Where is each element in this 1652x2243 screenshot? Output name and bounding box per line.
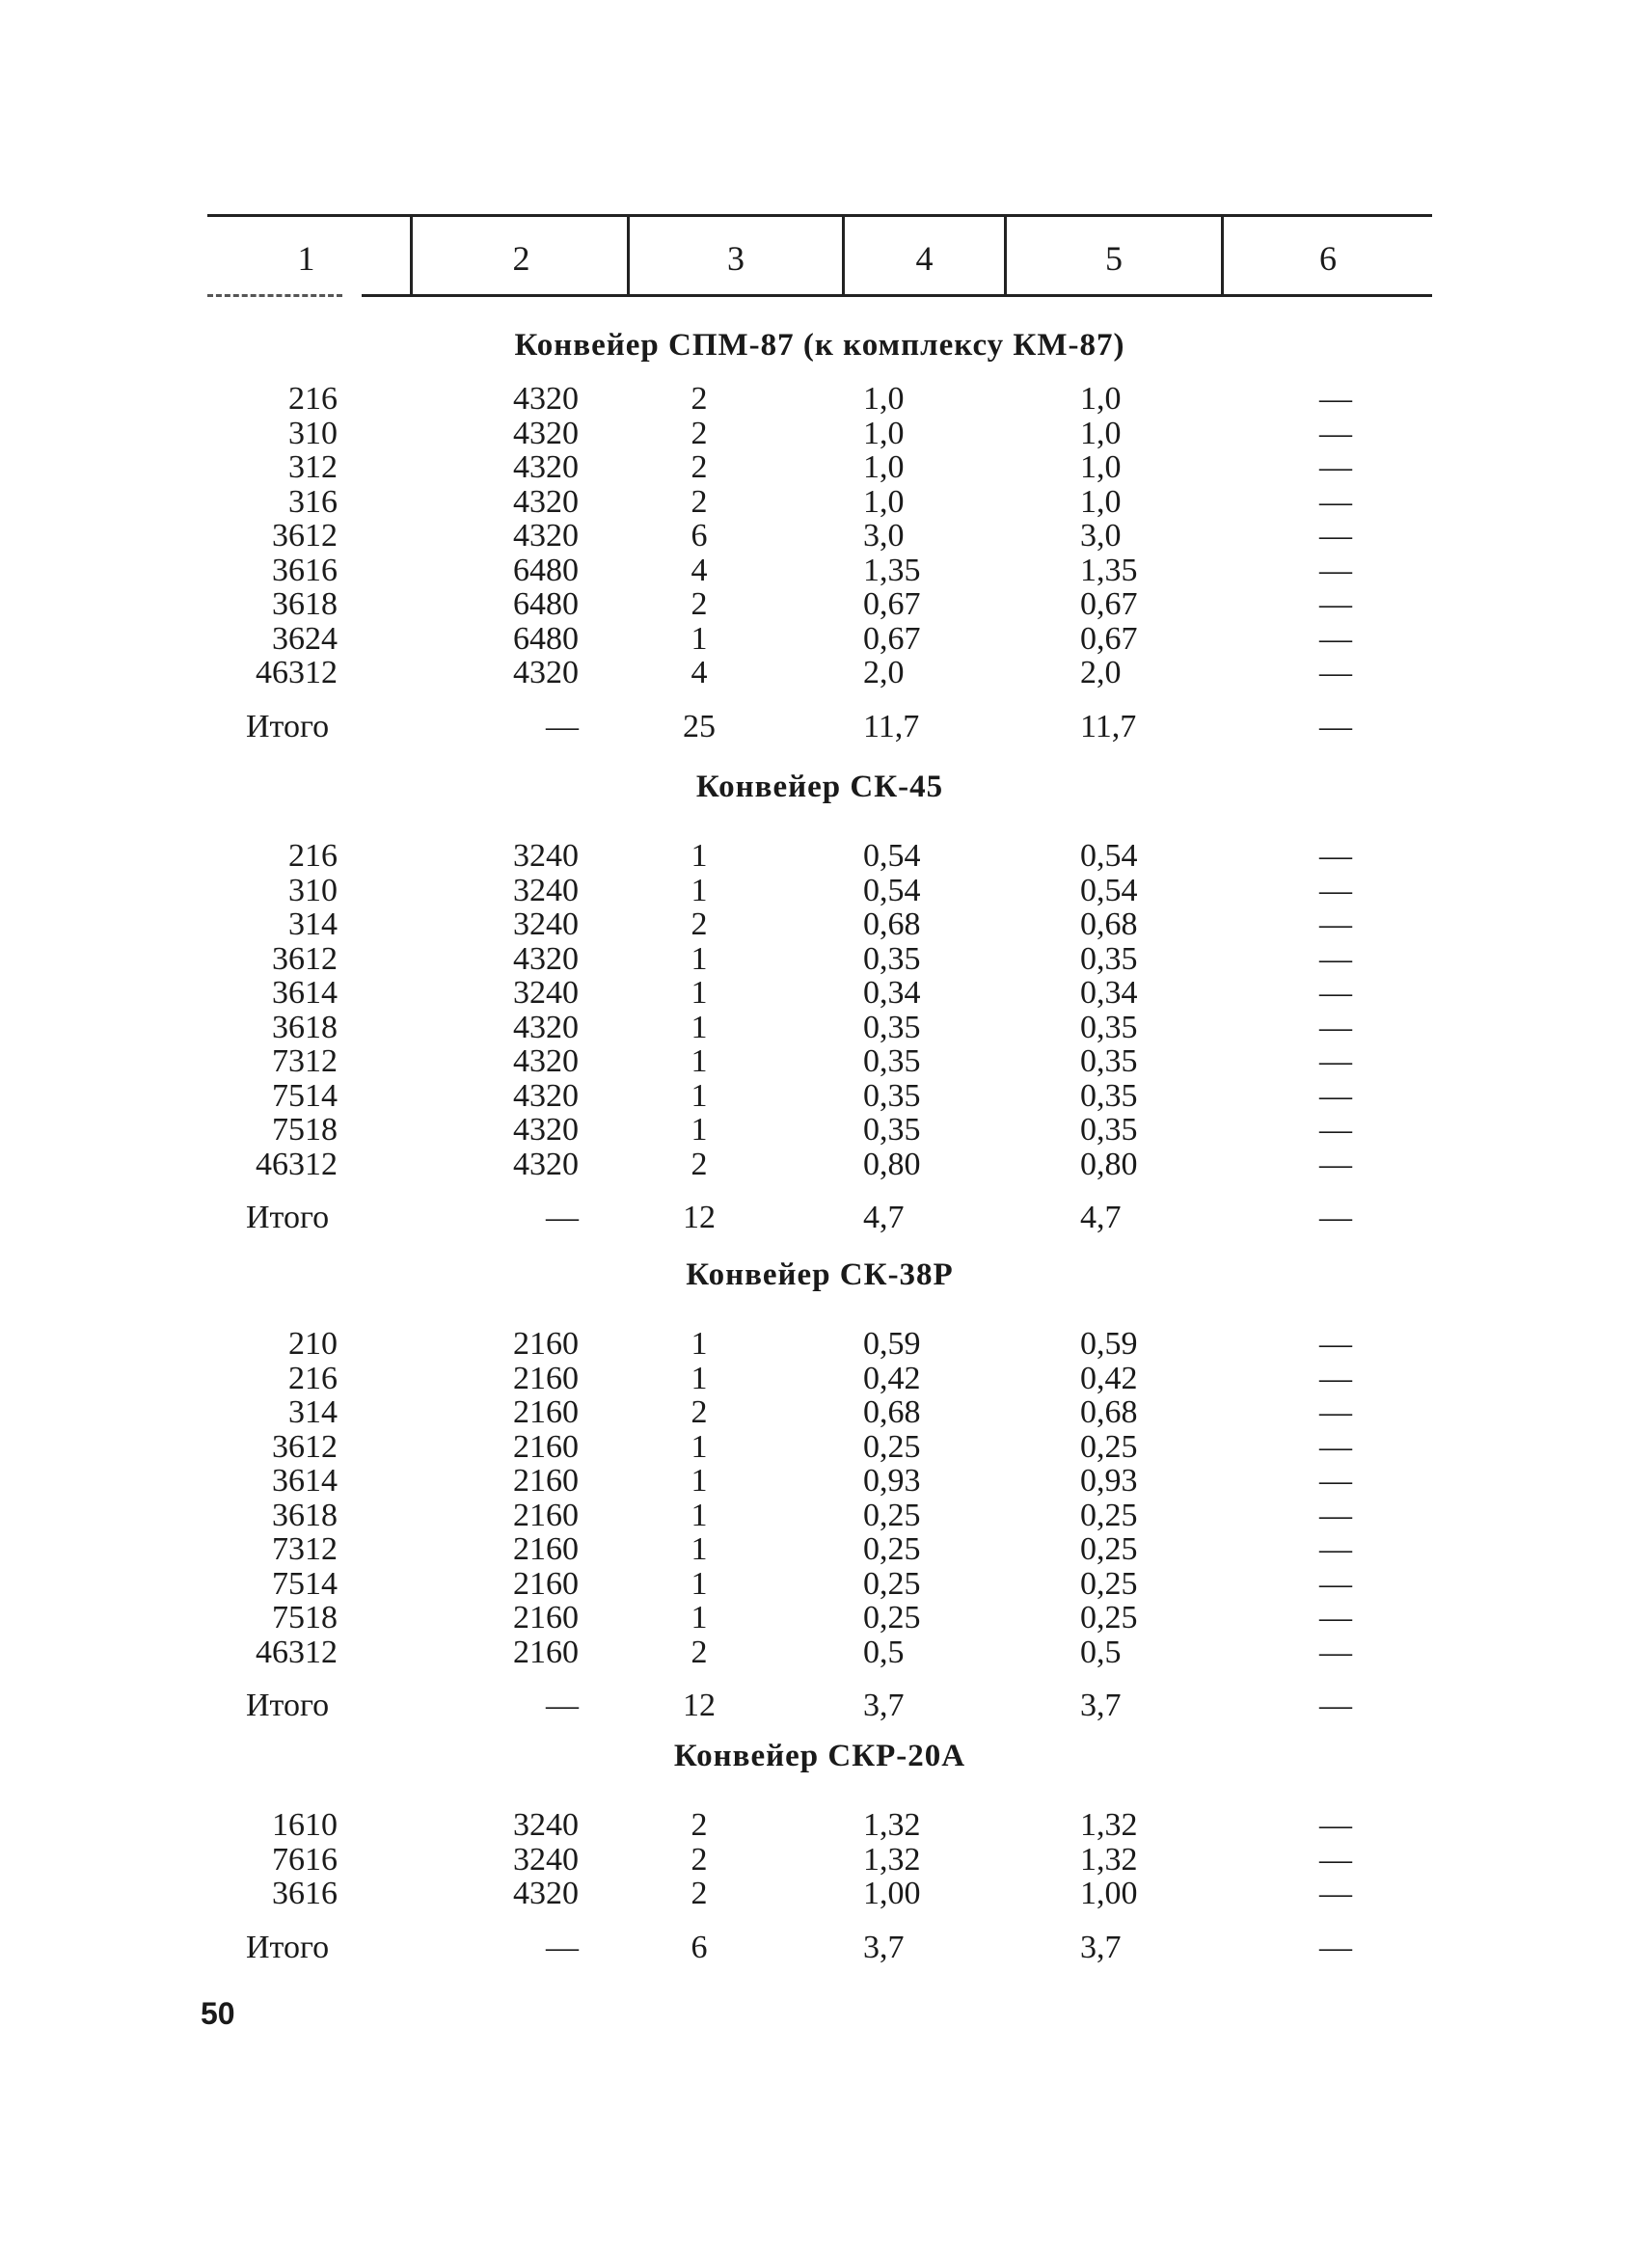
cell-col-3: 1 [691,1565,708,1602]
cell-col-4: 0,68 [863,1394,921,1430]
table-row [0,519,1652,554]
cell-col-1: 3614 [272,1463,338,1499]
cell-col-6: — [1319,1876,1352,1911]
header-bottom-rule [362,294,1432,297]
cell-col-2: 2160 [513,1497,579,1533]
cell-col-4: 1,00 [863,1876,921,1911]
cell-col-4: 0,67 [863,620,921,657]
cell-col-6: — [1319,1043,1352,1079]
cell-col-6: — [1319,655,1352,690]
table-row [0,450,1652,485]
cell-col-5: 1,0 [1080,483,1122,520]
cell-col-4: 0,35 [863,1043,921,1079]
cell-col-2: 3240 [513,975,579,1011]
cell-col-3: 1 [691,872,708,908]
cell-col-3: 2 [691,449,708,485]
cell-col-3: 2 [691,1807,708,1843]
cell-col-1: 210 [288,1326,338,1362]
cell-col-3: 2 [691,906,708,942]
cell-col-1: 310 [288,872,338,908]
cell-col-2: 2160 [513,1600,579,1635]
cell-col-2: 4320 [513,518,579,554]
cell-col-4: 1,35 [863,552,921,588]
cell-col-5: 1,0 [1080,381,1122,417]
cell-col-6: — [1319,1807,1352,1843]
cell-col-3: 12 [683,1200,716,1235]
cell-col-3: 6 [691,518,708,554]
cell-col-3: 1 [691,1360,708,1396]
cell-col-1: 3618 [272,586,338,622]
cell-col-1: 7514 [272,1077,338,1114]
cell-col-6: — [1319,1428,1352,1465]
cell-col-1: 7518 [272,1112,338,1148]
cell-col-6: — [1319,1600,1352,1635]
cell-col-5: 0,25 [1080,1565,1138,1602]
cell-col-1: 3616 [272,1876,338,1911]
total-row [0,1931,1652,1965]
cell-col-4: 4,7 [863,1200,905,1235]
cell-col-5: 0,35 [1080,1043,1138,1079]
cell-col-1: 1610 [272,1807,338,1843]
table-row [0,622,1652,657]
cell-col-3: 1 [691,620,708,657]
cell-col-4: 0,54 [863,872,921,908]
cell-col-4: 0,25 [863,1565,921,1602]
header-col-3: 3 [727,239,745,278]
cell-col-6: — [1319,552,1352,588]
cell-col-3: 1 [691,975,708,1011]
table-row [0,1877,1652,1911]
cell-col-5: 0,80 [1080,1146,1138,1182]
cell-col-6: — [1319,1929,1352,1965]
cell-col-1: 3612 [272,1428,338,1465]
cell-col-5: 0,42 [1080,1360,1138,1396]
table-row [0,1499,1652,1533]
cell-col-6: — [1319,838,1352,874]
table-row [0,656,1652,690]
cell-col-4: 0,67 [863,586,921,622]
table-row [0,1430,1652,1465]
table-row [0,1011,1652,1045]
table-row [0,1532,1652,1567]
cell-col-1: Итого [246,1688,330,1723]
header-col-4: 4 [915,239,934,278]
cell-col-4: 0,25 [863,1497,921,1533]
cell-col-5: 0,54 [1080,872,1138,908]
header-col-5: 5 [1105,239,1123,278]
section-title: Конвейер СКР-20А [673,1739,966,1773]
cell-col-4: 0,35 [863,1077,921,1114]
section-title: Конвейер СК-45 [695,770,944,804]
cell-col-6: — [1319,1463,1352,1499]
cell-col-2: 4320 [513,655,579,690]
cell-col-5: 3,0 [1080,518,1122,554]
cell-col-5: 11,7 [1080,708,1137,744]
cell-col-1: 46312 [256,655,338,690]
cell-col-4: 0,25 [863,1428,921,1465]
cell-col-6: — [1319,1146,1352,1182]
cell-col-5: 1,0 [1080,449,1122,485]
total-row [0,1689,1652,1723]
cell-col-6: — [1319,1326,1352,1362]
cell-col-3: 1 [691,1497,708,1533]
cell-col-3: 2 [691,415,708,451]
cell-col-2: 4320 [513,381,579,417]
table-row [0,1843,1652,1878]
cell-col-4: 0,25 [863,1600,921,1635]
cell-col-2: — [546,1929,579,1965]
cell-col-3: 1 [691,1531,708,1567]
cell-col-1: Итого [246,1200,330,1235]
cell-col-3: 2 [691,1876,708,1911]
cell-col-4: 0,34 [863,975,921,1011]
cell-col-6: — [1319,1077,1352,1114]
cell-col-1: 3618 [272,1497,338,1533]
cell-col-3: 1 [691,1463,708,1499]
cell-col-1: 3624 [272,620,338,657]
cell-col-5: 0,35 [1080,1009,1138,1045]
cell-col-1: 316 [288,483,338,520]
table-row [0,382,1652,417]
table-header [207,203,1432,299]
cell-col-5: 0,67 [1080,620,1138,657]
cell-col-4: 3,0 [863,518,905,554]
cell-col-3: 1 [691,1600,708,1635]
total-row [0,1201,1652,1235]
table-row [0,485,1652,520]
table-row [0,1079,1652,1114]
table-row [0,1148,1652,1182]
cell-col-2: 4320 [513,1043,579,1079]
cell-col-2: 4320 [513,1077,579,1114]
cell-col-1: 7312 [272,1043,338,1079]
cell-col-2: 4320 [513,940,579,977]
cell-col-2: 6480 [513,552,579,588]
cell-col-3: 2 [691,483,708,520]
cell-col-6: — [1319,906,1352,942]
cell-col-4: 0,35 [863,1112,921,1148]
cell-col-5: 0,35 [1080,940,1138,977]
cell-col-2: — [546,708,579,744]
cell-col-3: 4 [691,552,708,588]
cell-col-5: 0,59 [1080,1326,1138,1362]
table-row [0,1395,1652,1430]
cell-col-3: 1 [691,1009,708,1045]
cell-col-2: — [546,1200,579,1235]
cell-col-5: 3,7 [1080,1688,1122,1723]
cell-col-6: — [1319,1531,1352,1567]
cell-col-3: 1 [691,940,708,977]
cell-col-2: 2160 [513,1634,579,1670]
cell-col-5: 4,7 [1080,1200,1122,1235]
cell-col-5: 0,25 [1080,1531,1138,1567]
table-row [0,1362,1652,1396]
cell-col-2: 2160 [513,1463,579,1499]
cell-col-3: 25 [683,708,716,744]
cell-col-5: 0,35 [1080,1112,1138,1148]
cell-col-2: 4320 [513,415,579,451]
cell-col-4: 3,7 [863,1929,905,1965]
table-row [0,942,1652,977]
cell-col-1: 7514 [272,1565,338,1602]
cell-col-3: 6 [691,1929,708,1965]
cell-col-6: — [1319,381,1352,417]
cell-col-3: 1 [691,1077,708,1114]
table-row [0,554,1652,588]
table-row [0,1327,1652,1362]
cell-col-6: — [1319,975,1352,1011]
cell-col-1: 3618 [272,1009,338,1045]
cell-col-5: 1,0 [1080,415,1122,451]
cell-col-3: 2 [691,1146,708,1182]
cell-col-2: 2160 [513,1428,579,1465]
cell-col-2: 2160 [513,1394,579,1430]
cell-col-5: 0,25 [1080,1600,1138,1635]
cell-col-1: 46312 [256,1146,338,1182]
cell-col-3: 2 [691,381,708,417]
cell-col-1: 7312 [272,1531,338,1567]
cell-col-5: 0,25 [1080,1428,1138,1465]
cell-col-4: 0,93 [863,1463,921,1499]
cell-col-2: 3240 [513,838,579,874]
cell-col-5: 1,32 [1080,1807,1138,1843]
cell-col-1: 7518 [272,1600,338,1635]
cell-col-6: — [1319,415,1352,451]
table-row [0,1635,1652,1670]
cell-col-4: 1,32 [863,1841,921,1878]
cell-col-2: 3240 [513,1841,579,1878]
cell-col-5: 0,68 [1080,1394,1138,1430]
table-row [0,587,1652,622]
header-col-1: 1 [297,239,315,278]
cell-col-1: 216 [288,381,338,417]
cell-col-5: 1,32 [1080,1841,1138,1878]
cell-col-2: — [546,1688,579,1723]
cell-col-1: 3612 [272,940,338,977]
cell-col-4: 0,5 [863,1634,905,1670]
cell-col-5: 0,54 [1080,838,1138,874]
table-row [0,907,1652,942]
cell-col-6: — [1319,449,1352,485]
cell-col-1: 3612 [272,518,338,554]
section-title: Конвейер СПМ-87 (к комплексу КМ-87) [514,328,1125,363]
cell-col-4: 1,0 [863,483,905,520]
cell-col-4: 1,32 [863,1807,921,1843]
cell-col-3: 1 [691,1043,708,1079]
cell-col-6: — [1319,1360,1352,1396]
cell-col-5: 0,34 [1080,975,1138,1011]
cell-col-2: 4320 [513,483,579,520]
total-row [0,710,1652,744]
cell-col-6: — [1319,483,1352,520]
table-row [0,1808,1652,1843]
cell-col-6: — [1319,872,1352,908]
cell-col-4: 0,35 [863,1009,921,1045]
cell-col-6: — [1319,1394,1352,1430]
table-row [0,874,1652,908]
cell-col-5: 2,0 [1080,655,1122,690]
cell-col-6: — [1319,1565,1352,1602]
cell-col-1: Итого [246,1929,330,1965]
cell-col-1: 3614 [272,975,338,1011]
cell-col-1: 46312 [256,1634,338,1670]
cell-col-5: 3,7 [1080,1929,1122,1965]
cell-col-3: 12 [683,1688,716,1723]
table-row [0,417,1652,451]
cell-col-2: 6480 [513,620,579,657]
cell-col-4: 2,0 [863,655,905,690]
cell-col-6: — [1319,586,1352,622]
cell-col-1: 7616 [272,1841,338,1878]
cell-col-6: — [1319,1497,1352,1533]
cell-col-2: 2160 [513,1326,579,1362]
cell-col-3: 2 [691,586,708,622]
cell-col-5: 0,5 [1080,1634,1122,1670]
cell-col-4: 1,0 [863,449,905,485]
header-bottom-rule-dashed [207,294,342,297]
cell-col-4: 3,7 [863,1688,905,1723]
table-row [0,1567,1652,1602]
cell-col-5: 0,93 [1080,1463,1138,1499]
cell-col-4: 0,54 [863,838,921,874]
table-row [0,1601,1652,1635]
cell-col-1: 310 [288,415,338,451]
cell-col-6: — [1319,708,1352,744]
cell-col-2: 4320 [513,1009,579,1045]
cell-col-4: 11,7 [863,708,920,744]
cell-col-2: 2160 [513,1565,579,1602]
cell-col-4: 0,80 [863,1146,921,1182]
cell-col-4: 0,68 [863,906,921,942]
cell-col-1: 312 [288,449,338,485]
cell-col-1: 314 [288,906,338,942]
cell-col-3: 1 [691,838,708,874]
cell-col-4: 1,0 [863,415,905,451]
table-row [0,1044,1652,1079]
table-row [0,1113,1652,1148]
cell-col-6: — [1319,940,1352,977]
cell-col-6: — [1319,1200,1352,1235]
cell-col-5: 1,00 [1080,1876,1138,1911]
cell-col-1: 216 [288,838,338,874]
cell-col-1: Итого [246,708,330,744]
cell-col-2: 4320 [513,1112,579,1148]
cell-col-3: 2 [691,1634,708,1670]
table-row [0,976,1652,1011]
cell-col-2: 2160 [513,1531,579,1567]
header-col-2: 2 [512,239,530,278]
cell-col-3: 2 [691,1841,708,1878]
cell-col-3: 4 [691,655,708,690]
cell-col-2: 4320 [513,449,579,485]
cell-col-3: 2 [691,1394,708,1430]
cell-col-6: — [1319,1112,1352,1148]
cell-col-5: 0,67 [1080,586,1138,622]
cell-col-3: 1 [691,1326,708,1362]
section-title: Конвейер СК-38Р [686,1257,954,1292]
page-number: 50 [201,1996,235,2031]
cell-col-6: — [1319,1634,1352,1670]
cell-col-4: 0,42 [863,1360,921,1396]
cell-col-5: 0,68 [1080,906,1138,942]
cell-col-4: 1,0 [863,381,905,417]
cell-col-2: 4320 [513,1146,579,1182]
cell-col-2: 6480 [513,586,579,622]
table-row [0,839,1652,874]
cell-col-2: 3240 [513,1807,579,1843]
cell-col-2: 3240 [513,872,579,908]
cell-col-2: 3240 [513,906,579,942]
cell-col-6: — [1319,1009,1352,1045]
cell-col-3: 1 [691,1112,708,1148]
cell-col-1: 3616 [272,552,338,588]
cell-col-5: 1,35 [1080,552,1138,588]
cell-col-2: 4320 [513,1876,579,1911]
cell-col-6: — [1319,518,1352,554]
header-top-rule [207,214,1432,217]
cell-col-6: — [1319,1841,1352,1878]
cell-col-5: 0,35 [1080,1077,1138,1114]
cell-col-6: — [1319,1688,1352,1723]
cell-col-1: 216 [288,1360,338,1396]
cell-col-6: — [1319,620,1352,657]
cell-col-5: 0,25 [1080,1497,1138,1533]
cell-col-2: 2160 [513,1360,579,1396]
cell-col-4: 0,35 [863,940,921,977]
table-row [0,1464,1652,1499]
cell-col-4: 0,25 [863,1531,921,1567]
header-col-6: 6 [1319,239,1337,278]
cell-col-3: 1 [691,1428,708,1465]
cell-col-1: 314 [288,1394,338,1430]
cell-col-4: 0,59 [863,1326,921,1362]
